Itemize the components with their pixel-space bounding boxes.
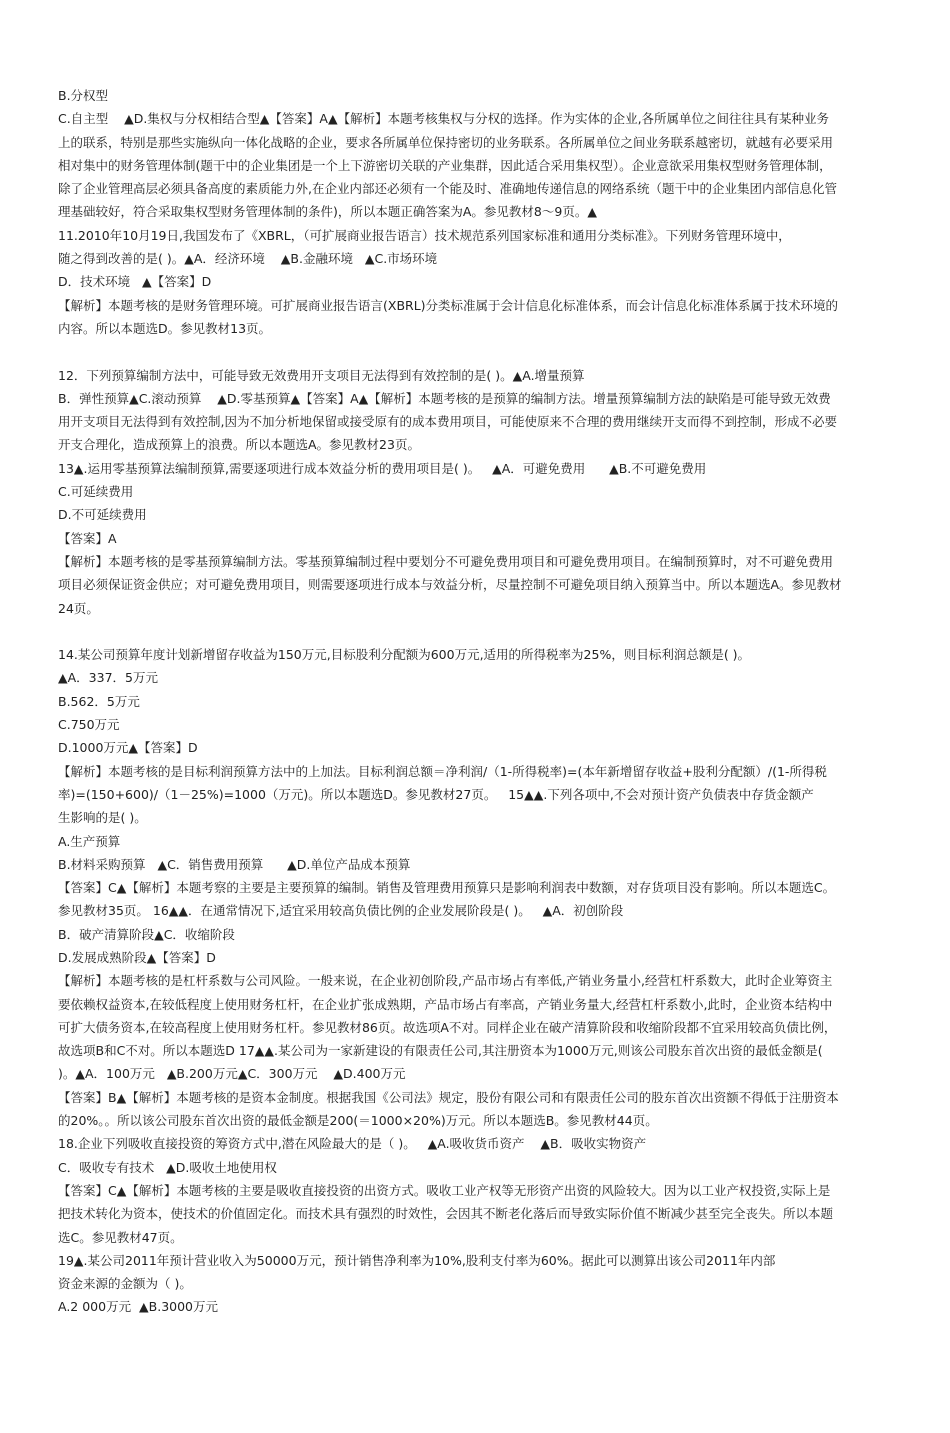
text-line: 【解析】本题考核的是目标利润预算方法中的上加法。目标利润总额＝净利润/（1-所得税率)=(本年新增留存收益+股利分配额）/(1-所得税: [58, 763, 827, 779]
text-line: C.可延续费用: [58, 484, 134, 500]
document-page: [58, 84, 918, 1319]
text-line: 生影响的是( )。: [58, 810, 147, 826]
text-line: 【答案】A: [58, 530, 117, 546]
text-line: C．吸收专有技术 ▲D.吸收土地使用权: [58, 1159, 277, 1175]
text-line: C.750万元: [58, 717, 120, 733]
text-line: 上的联系，特别是那些实施纵向一体化战略的企业，要求各所属单位保持密切的业务联系。各所属单位之间业务联系越密切，就越有必要采用: [58, 134, 834, 150]
text-line: 把技术转化为资本，使技术的价值固定化。而技术具有强烈的时效性，会因其不断老化落后而导致实际价值不断减少甚至完全丧失。所以本题: [58, 1206, 834, 1222]
text-line: 选C。参见教材47页。: [58, 1229, 183, 1245]
text-line: 用开支项目无法得到有效控制,因为不加分析地保留或接受原有的成本费用项目，可能使原来不合理的费用继续开支而得不到控制，形成不必要: [58, 414, 837, 430]
text-line: 【答案】C▲【解析】本题考核的主要是吸收直接投资的出资方式。吸收工业产权等无形资产出资的风险较大。因为以工业产权投资,实际上是: [58, 1182, 831, 1198]
text-line: 【解析】本题考核的是杠杆系数与公司风险。一般来说，在企业初创阶段,产品市场占有率低,产销业务量小,经营杠杆系数大，此时企业筹资主: [58, 973, 833, 989]
text-line: 24页。: [58, 600, 99, 616]
text-line: 的20%。。所以该公司股东首次出资的最低金额是200(＝1000×20%)万元。所以本题选B。参见教材44页。: [58, 1113, 658, 1129]
text-line: 随之得到改善的是( )。▲A．经济环境 ▲B.金融环境 ▲C.市场环境: [58, 251, 438, 267]
text-line: 相对集中的财务管理体制(题干中的企业集团是一个上下游密切关联的产业集群，因此适合采用集权型）。企业意欲采用集权型财务管理体制，: [58, 157, 832, 173]
text-line: 18.企业下列吸收直接投资的筹资方式中,潜在风险最大的是（ )。 ▲A.吸收货币资产 ▲B．吸收实物资产: [58, 1136, 647, 1152]
paragraph-gap: [58, 340, 918, 363]
text-line: 可扩大债务资本,在较高程度上使用财务杠杆。参见教材86页。故选项A不对。同样企业在破产清算阶段和收缩阶段都不宜采用较高负债比例，: [58, 1019, 837, 1035]
text-line: 除了企业管理高层必须具备高度的素质能力外,在企业内部还必须有一个能及时、准确地传递信息的网络系统（题干中的企业集团内部信息化管: [58, 181, 837, 197]
text-line: )。▲A．100万元 ▲B.200万元▲C．300万元 ▲D.400万元: [58, 1066, 406, 1082]
text-line: 19▲.某公司2011年预计营业收入为50000万元，预计销售净利率为10%,股利支付率为60%。据此可以测算出该公司2011年内部: [58, 1252, 776, 1268]
text-line: D．技术环境 ▲【答案】D: [58, 274, 212, 290]
text-line: 内容。所以本题选D。参见教材13页。: [58, 320, 272, 336]
text-line: 参见教材35页。 16▲▲．在通常情况下,适宜采用较高负债比例的企业发展阶段是( )。 ▲A．初创阶段: [58, 903, 624, 919]
paragraph-gap: [58, 620, 918, 643]
text-line: B.分权型: [58, 88, 109, 103]
text-line: 11.2010年10月19日,我国发布了《XBRL，（可扩展商业报告语言）技术规范系列国家标准和通用分类标准》。下列财务管理环境中，: [58, 227, 791, 243]
text-line: ▲A．337．5万元: [58, 670, 158, 686]
text-line: A.2 000万元 ▲B.3000万元: [58, 1299, 219, 1315]
text-line: 项目必须保证资金供应；对可避免费用项目，则需要逐项进行成本与效益分析，尽量控制不可避免项目纳入预算当中。所以本题选A。参见教材: [58, 577, 842, 593]
text-line: B.材料采购预算 ▲C．销售费用预算 ▲D.单位产品成本预算: [58, 856, 411, 872]
text-line: 资金来源的金额为（ )。: [58, 1276, 192, 1292]
text-line: B.562．5万元: [58, 693, 140, 709]
text-line: C.自主型 ▲D.集权与分权相结合型▲【答案】A▲【解析】本题考核集权与分权的选择。作为实体的企业,各所属单位之间往往具有某种业务: [58, 111, 830, 127]
text-line: 开支合理化，造成预算上的浪费。所以本题选A。参见教材23页。: [58, 437, 420, 453]
text-line: 率)=(150+600)/（1－25%)=1000（万元)。所以本题选D。参见教材27页。 15▲▲.下列各项中,不会对预计资产负债表中存货金额产: [58, 786, 814, 802]
text-line: 要依赖权益资本,在较低程度上使用财务杠杆，在企业扩张成熟期，产品市场占有率高，产销业务量大,经营杠杆系数小,此时，企业资本结构中: [58, 996, 833, 1012]
text-line: 【答案】C▲【解析】本题考察的主要是主要预算的编制。销售及管理费用预算只是影响利润表中数额，对存货项目没有影响。所以本题选C。: [58, 880, 836, 896]
text-line: A.生产预算: [58, 833, 121, 849]
text-line: 13▲.运用零基预算法编制预算,需要逐项进行成本效益分析的费用项目是( )。 ▲A．可避免费用 ▲B.不可避免费用: [58, 460, 707, 476]
text-line: D.不可延续费用: [58, 507, 147, 523]
text-line: 【解析】本题考核的是财务管理环境。可扩展商业报告语言(XBRL)分类标准属于会计信息化标准体系，而会计信息化标准体系属于技术环境的: [58, 297, 839, 313]
text-line: B．破产清算阶段▲C．收缩阶段: [58, 926, 235, 942]
text-line: B．弹性预算▲C.滚动预算 ▲D.零基预算▲【答案】A▲【解析】本题考核的是预算的编制方法。增量预算编制方法的缺陷是可能导致无效费: [58, 390, 831, 406]
text-line: D.发展成熟阶段▲【答案】D: [58, 949, 216, 965]
text-line: 【答案】B▲【解析】本题考核的是资本金制度。根据我国《公司法》规定，股份有限公司和有限责任公司的股东首次出资额不得低于注册资本: [58, 1089, 839, 1105]
text-line: 故选项B和C不对。所以本题选D 17▲▲.某公司为一家新建设的有限责任公司,其注册资本为1000万元,则该公司股东首次出资的最低金额是(: [58, 1043, 823, 1059]
text-line: D.1000万元▲【答案】D: [58, 740, 198, 756]
text-line: 理基础较好，符合采取集权型财务管理体制的条件)，所以本题正确答案为A。参见教材8～9页。▲: [58, 204, 597, 220]
text-line: 14.某公司预算年度计划新增留存收益为150万元,目标股利分配额为600万元,适用的所得税率为25%，则目标利润总额是( )。: [58, 647, 751, 663]
text-line: 12．下列预算编制方法中，可能导致无效费用开支项目无法得到有效控制的是( )。▲A.增量预算: [58, 367, 585, 383]
text-line: 【解析】本题考核的是零基预算编制方法。零基预算编制过程中要划分不可避免费用项目和可避免费用项目。在编制预算时，对不可避免费用: [58, 553, 834, 569]
